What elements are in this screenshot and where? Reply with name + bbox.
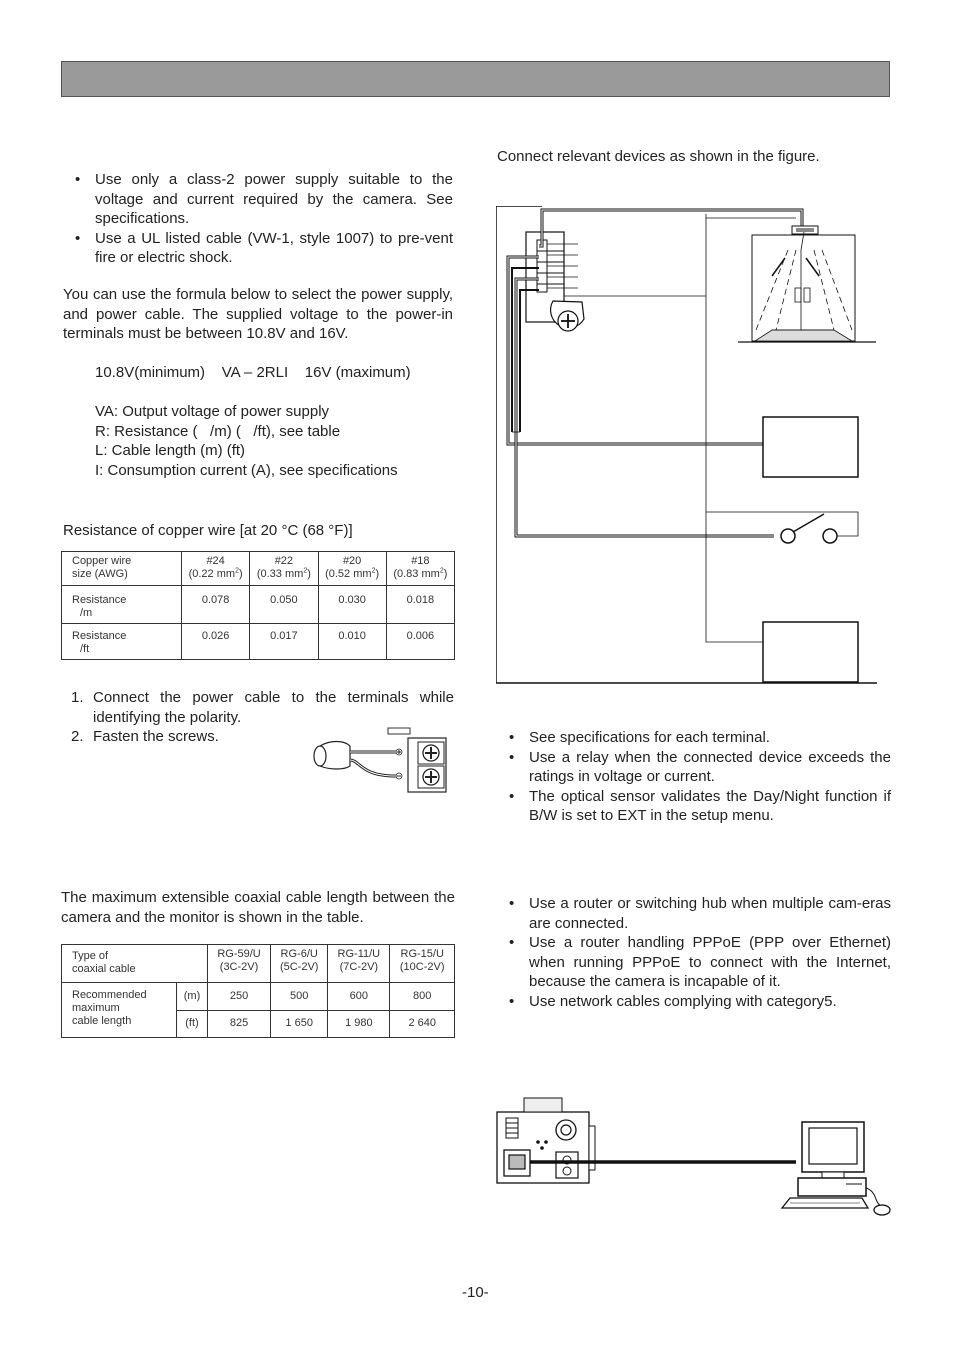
resistance-row-label: Resistance /ft <box>62 624 182 660</box>
table-cell: 600 <box>328 983 390 1010</box>
awg-header: #20 (0.52 $mm^2$) <box>318 552 386 586</box>
terminal-note-item: • See specifications for each terminal. <box>497 728 891 748</box>
table-cell: 825 <box>208 1010 271 1037</box>
coax-type-header: RG-59/U (3C-2V) <box>208 945 271 983</box>
formula-legend <box>95 402 398 480</box>
table-cell: 0.030 <box>318 586 386 624</box>
network-note-item: • Use network cables complying with category5. <box>497 992 891 1012</box>
network-notes-list <box>497 894 891 1011</box>
network-note-item: • Use a router handling PPPoE (PPP over Ethernet) when running PPPoE to connect with the Internet, because the camera is incapable of it. <box>497 933 891 992</box>
table-cell: 0.006 <box>386 624 454 660</box>
terminal-note-item: • Use a relay when the connected device exceeds the ratings in voltage or current. <box>497 748 891 787</box>
resistance-row-label: Resistance /m <box>62 586 182 624</box>
coax-intro: The maximum extensible coaxial cable length between the camera and the monitor is shown in the table. <box>61 889 455 926</box>
table-cell: 800 <box>390 983 455 1010</box>
network-note-item: • Use a router or switching hub when multiple cam-eras are connected. <box>497 894 891 933</box>
coax-cable-table <box>61 944 455 1038</box>
coax-type-header: RG-15/U (10C-2V) <box>390 945 455 983</box>
power-formula-intro: You can use the formula below to select the power supply, and power cable. The supplied voltage to the power-in terminals must be between 10.8V and 16V. <box>63 286 453 342</box>
coax-type-header: RG-11/U (7C-2V) <box>328 945 390 983</box>
table-cell: 0.017 <box>250 624 318 660</box>
power-precautions-list <box>63 170 453 268</box>
unit-cell: (ft) <box>177 1010 208 1037</box>
table-cell: 0.010 <box>318 624 386 660</box>
table-cell: 0.050 <box>250 586 318 624</box>
unit-cell: (m) <box>177 983 208 1010</box>
page-number: -10- <box>462 1284 489 1301</box>
coax-type-header: RG-6/U (5C-2V) <box>271 945 328 983</box>
awg-header: #24 (0.22 $mm^2$) <box>182 552 250 586</box>
copper-table-title: Resistance of copper wire [at 20 °C (68 °F)] <box>63 522 353 539</box>
formula-legend-item: I: Consumption current (A), see specifications <box>95 461 398 479</box>
table-cell: 2 640 <box>390 1010 455 1037</box>
table-cell: 1 980 <box>328 1010 390 1037</box>
coax-length-label: Recommended maximum cable length <box>62 983 177 1038</box>
terminal-notes-list <box>497 728 891 826</box>
awg-header: #18 (0.83 $mm^2$) <box>386 552 454 586</box>
copper-wire-table <box>61 551 455 660</box>
table-cell: 250 <box>208 983 271 1010</box>
coax-type-label: Type of coaxial cable <box>62 945 208 983</box>
table-cell: 1 650 <box>271 1010 328 1037</box>
power-precaution-item: • Use a UL listed cable (VW-1, style 1007) to pre-vent fire or electric shock. <box>63 229 453 268</box>
terminal-wiring-diagram <box>496 206 880 684</box>
table-cell: 0.026 <box>182 624 250 660</box>
power-precaution-item: • Use only a class-2 power supply suitable to the voltage and current required by the camera. See specifications. <box>63 170 453 229</box>
section-header-bar <box>61 61 890 97</box>
power-step: 1. Connect the power cable to the terminals while identifying the polarity. <box>71 689 454 726</box>
table-cell: 0.078 <box>182 586 250 624</box>
terminals-intro: Connect relevant devices as shown in the figure. <box>497 148 820 165</box>
formula-legend-item: R: Resistance ( /m) ( /ft), see table <box>95 422 341 440</box>
copper-header-label: Copper wire size (AWG) <box>62 552 182 586</box>
network-connection-illustration <box>496 1092 894 1218</box>
power-step: 2. Fasten the screws. <box>71 728 219 745</box>
power-terminal-illustration <box>310 726 450 798</box>
awg-header: #22 (0.33 $mm^2$) <box>250 552 318 586</box>
table-cell: 0.018 <box>386 586 454 624</box>
terminal-note-item: • The optical sensor validates the Day/Night function if B/W is set to EXT in the setup menu. <box>497 787 891 826</box>
formula-legend-item: L: Cable length (m) (ft) <box>95 442 246 459</box>
formula-legend-item: VA: Output voltage of power supply <box>95 403 330 420</box>
power-formula: 10.8V(minimum) VA – 2RLI 16V (maximum) <box>95 364 411 381</box>
table-cell: 500 <box>271 983 328 1010</box>
